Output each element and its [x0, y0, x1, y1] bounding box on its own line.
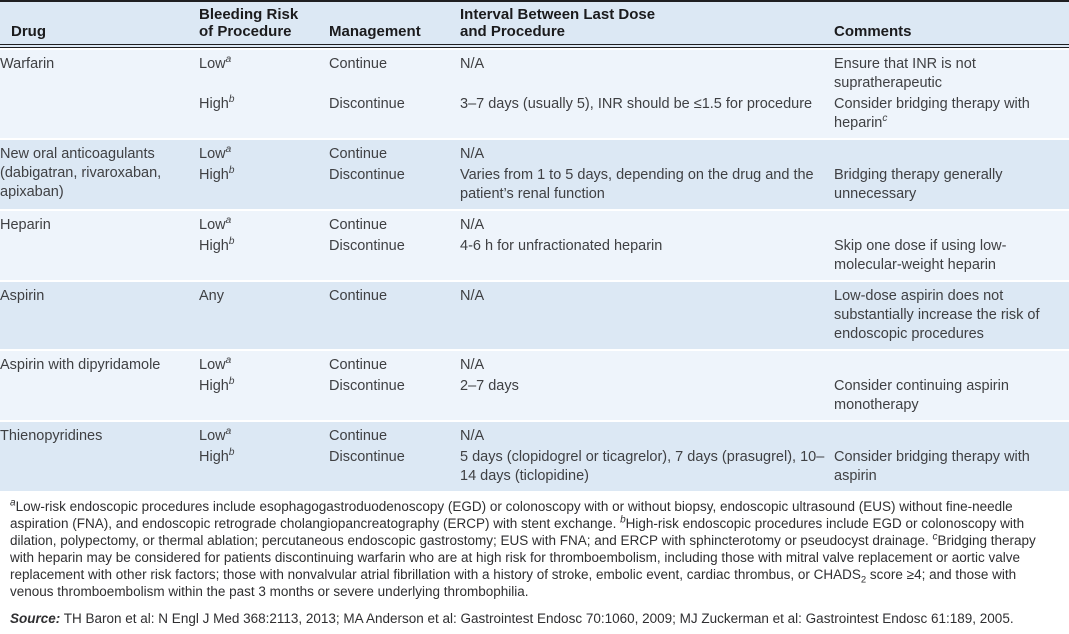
risk-superscript: a	[225, 426, 232, 438]
risk-cell	[199, 426, 329, 447]
comment-cell: Bridging therapy generally unnecessary	[834, 167, 1003, 202]
drug-cell: Heparin	[0, 217, 51, 233]
interval-cell: N/A	[460, 146, 485, 162]
footnote-marker-b: b	[620, 514, 626, 526]
comment-cell	[834, 426, 1069, 447]
interval-cell: N/A	[460, 428, 485, 444]
risk-cell	[199, 447, 329, 487]
management-cell: Continue	[329, 357, 388, 373]
column-header-bleeding-risk	[199, 6, 329, 40]
management-cell: Continue	[329, 217, 388, 233]
section-heparin	[0, 209, 1069, 280]
drug-cell: Aspirin	[0, 288, 45, 304]
management-cell: Discontinue	[329, 238, 405, 254]
comment-cell	[834, 54, 1069, 94]
column-header-risk-line2: of Procedure	[199, 23, 292, 40]
risk-cell	[199, 376, 329, 416]
risk-superscript: b	[228, 376, 235, 388]
risk-superscript: b	[228, 165, 235, 177]
risk-label: Low	[199, 56, 226, 72]
risk-cell	[199, 144, 329, 165]
column-header-interval	[460, 6, 834, 40]
section-new-oral-anticoagulants	[0, 138, 1069, 209]
risk-label: High	[199, 449, 229, 465]
interval-cell: Varies from 1 to 5 days, depending on the drug and the patient’s renal function	[460, 167, 814, 202]
risk-label: Low	[199, 217, 226, 233]
table-header-row	[0, 0, 1069, 48]
column-header-drug	[0, 23, 199, 40]
risk-superscript: b	[228, 94, 235, 106]
column-header-management-line1: Management	[329, 23, 421, 40]
risk-label: High	[199, 378, 229, 394]
comment-text: Consider bridging therapy with heparin	[834, 96, 1030, 131]
section-thienopyridines	[0, 420, 1069, 491]
interval-cell: 2–7 days	[460, 378, 519, 394]
comment-cell: Low-dose aspirin does not substantially increase the risk of endoscopic procedures	[834, 288, 1040, 342]
column-header-interval-line2: and Procedure	[460, 23, 566, 40]
management-cell: Discontinue	[329, 449, 405, 465]
risk-cell	[199, 165, 329, 205]
risk-label: Low	[199, 146, 226, 162]
interval-cell: N/A	[460, 357, 485, 373]
comment-cell: Consider bridging therapy with aspirin	[834, 449, 1030, 484]
drug-cell: Thienopyridines	[0, 428, 103, 444]
column-header-drug-line1: Drug	[11, 23, 46, 40]
column-header-management	[329, 23, 460, 40]
risk-label: Low	[199, 428, 226, 444]
section-warfarin	[0, 48, 1069, 138]
source-text: TH Baron et al: N Engl J Med 368:2113, 2013; MA Anderson et al: Gastrointest Endosc 70:1060, 2009; MJ Zuckerman et al: Gastrointest Endosc 61:189, 2005.	[60, 611, 1014, 626]
comment-cell: Consider continuing aspirin monotherapy	[834, 378, 1009, 413]
comment-superscript: c	[882, 113, 888, 125]
risk-label: High	[199, 96, 229, 112]
footnote	[10, 498, 1059, 600]
footnote-marker-a: a	[10, 497, 16, 509]
risk-superscript: b	[228, 236, 235, 248]
management-cell: Discontinue	[329, 167, 405, 183]
footnote-marker-c: c	[932, 531, 938, 543]
management-cell: Discontinue	[329, 96, 405, 112]
interval-cell: N/A	[460, 56, 485, 72]
column-header-comments-line1: Comments	[834, 23, 912, 40]
risk-cell	[199, 286, 329, 345]
source-line	[10, 610, 1059, 627]
column-header-interval-line1: Interval Between Last Dose	[460, 6, 656, 23]
management-cell: Continue	[329, 56, 388, 72]
management-cell: Continue	[329, 428, 388, 444]
drug-cell: Aspirin with dipyridamole	[0, 357, 161, 373]
risk-cell	[199, 236, 329, 276]
risk-label: Any	[199, 288, 224, 304]
risk-superscript: a	[225, 355, 232, 367]
comment-text: Ensure that INR is not supratherapeutic	[834, 56, 976, 91]
source-label: Source:	[10, 611, 61, 626]
interval-cell: 4-6 h for unfractionated heparin	[460, 238, 663, 254]
footnote-text-c1: Bridging therapy with heparin may be considered for patients discontinuing warfarin who are at high risk for thromboembolism, including those with mitral valve replacement or aortic valve replacement with other risk factors; those with nonvalvular atrial fibrillation with a history of stroke, embolic event, cardiac thrombus, or CHADS	[10, 533, 1036, 582]
chads2-subscript: 2	[860, 574, 867, 586]
comment-cell	[834, 215, 1069, 236]
footnote-text-c2: score ≥4; and those with venous thromboembolism within the past 3 months or severe underlying thrombophilia.	[10, 567, 1017, 599]
risk-label: High	[199, 238, 229, 254]
risk-label: High	[199, 167, 229, 183]
interval-cell: 5 days (clopidogrel or ticagrelor), 7 days (prasugrel), 10–14 days (ticlopidine)	[460, 449, 825, 484]
comment-cell	[834, 355, 1069, 376]
drug-cell: Warfarin	[0, 56, 55, 72]
comment-cell	[834, 94, 1069, 134]
section-aspirin	[0, 280, 1069, 349]
comment-cell	[834, 144, 1069, 165]
risk-label: Low	[199, 357, 226, 373]
footnote-text-b: High-risk endoscopic procedures include EGD or colonoscopy with dilation, polypectomy, or thermal ablation; percutaneous endoscopic gastrostomy; EUS with FNA; and ERCP with sphincterotomy or pseudocyst drainage.	[10, 516, 1025, 548]
management-cell: Continue	[329, 288, 388, 304]
management-cell: Discontinue	[329, 378, 405, 394]
management-cell: Continue	[329, 146, 388, 162]
risk-cell	[199, 215, 329, 236]
risk-cell	[199, 54, 329, 94]
section-aspirin-with-dipyridamole	[0, 349, 1069, 420]
risk-superscript: a	[225, 215, 232, 227]
column-header-comments	[834, 23, 1069, 40]
risk-superscript: a	[225, 144, 232, 156]
risk-cell	[199, 94, 329, 134]
risk-cell	[199, 355, 329, 376]
risk-superscript: b	[228, 447, 235, 459]
risk-superscript: a	[225, 54, 232, 66]
drug-cell: New oral anticoagulants (dabigatran, rivaroxaban, apixaban)	[0, 146, 162, 200]
interval-cell: 3–7 days (usually 5), INR should be ≤1.5 for procedure	[460, 96, 813, 112]
column-header-risk-line1: Bleeding Risk	[199, 6, 299, 23]
footnote-area	[0, 491, 1069, 627]
interval-cell: N/A	[460, 288, 485, 304]
footnote-text-a: Low-risk endoscopic procedures include esophagogastroduodenoscopy (EGD) or colonoscopy with or without biopsy, endoscopic ultrasound (EUS) without fine-needle aspiration (FNA), and endoscopic retrograde cholangiopancreatography (ERCP) with stent exchange.	[10, 499, 1013, 531]
interval-cell: N/A	[460, 217, 485, 233]
comment-cell: Skip one dose if using low-molecular-weight heparin	[834, 238, 1007, 273]
